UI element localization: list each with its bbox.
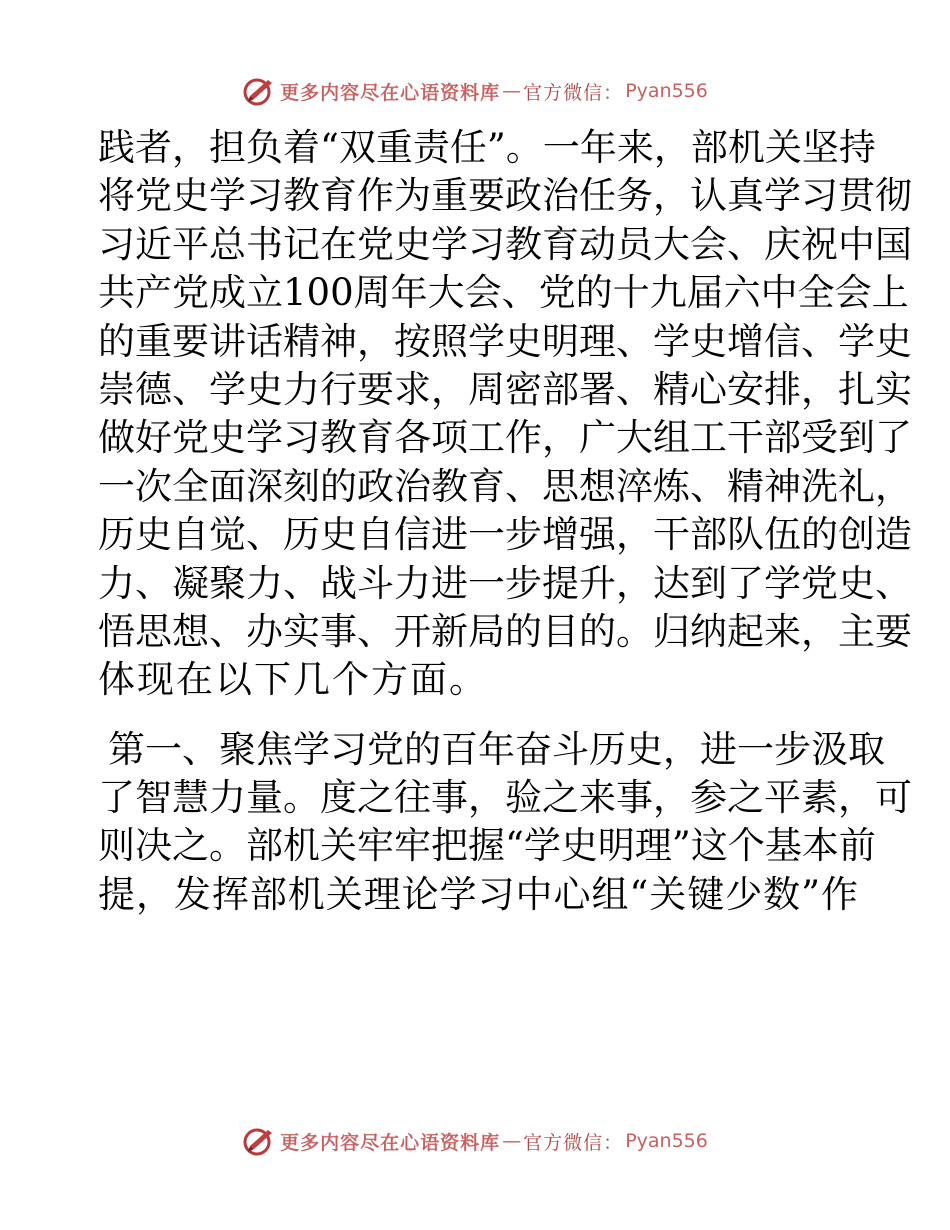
watermark-site-text: 更多内容尽在心语资料库: [280, 81, 501, 104]
pen-logo-icon: [242, 74, 276, 108]
watermark-wechat-id: Pyan556: [625, 80, 708, 102]
paragraph-gap: [98, 705, 858, 726]
document-body: [98, 124, 912, 919]
text-line: 悟思想、办实事、开新局的目的。归纳起来，主要: [98, 609, 912, 653]
text-line: 力、凝聚力、战斗力进一步提升，达到了学党史、: [98, 561, 912, 605]
footer-watermark: [0, 1121, 950, 1161]
text-line: 了智慧力量。度之往事，验之来事，参之平素，可: [98, 776, 912, 820]
paragraph-2: [98, 726, 912, 920]
text-line: 的重要讲话精神，按照学史明理、学史增信、学史: [98, 319, 912, 363]
text-line: 践者，担负着“双重责任”。一年来，部机关坚持: [98, 126, 876, 169]
paragraph-1: [98, 124, 912, 705]
watermark-dash: —: [502, 1130, 522, 1152]
text-line: 体现在以下几个方面。: [98, 658, 488, 702]
text-line: 崇德、学史力行要求，周密部署、精心安排，扎实: [98, 367, 912, 411]
watermark-wechat-id: Pyan556: [625, 1130, 708, 1152]
text-line: 做好党史学习教育各项工作，广大组工干部受到了: [98, 416, 912, 460]
text-line: 第一、聚焦学习党的百年奋斗历史，进一步汲取: [108, 727, 885, 771]
text-line: 则决之。部机关牢牢把握“学史明理”这个基本前: [98, 824, 876, 868]
text-line: 习近平总书记在党史学习教育动员大会、庆祝中国: [98, 222, 912, 266]
text-line: 共产党成立100周年大会、党的十九届六中全会上: [98, 271, 909, 315]
watermark-official-label: 官方微信：: [523, 81, 624, 104]
text-line: 将党史学习教育作为重要政治任务，认真学习贯彻: [98, 174, 912, 218]
watermark-dash: —: [502, 80, 522, 102]
text-line: 提，发挥部机关理论学习中心组“关键少数”作: [98, 872, 858, 916]
pen-logo-icon: [242, 1124, 276, 1158]
header-watermark: [0, 71, 950, 111]
watermark-site-text: 更多内容尽在心语资料库: [280, 1131, 501, 1154]
text-line: 一次全面深刻的政治教育、思想淬炼、精神洗礼，: [98, 464, 912, 508]
watermark-official-label: 官方微信：: [523, 1131, 624, 1154]
text-line: 历史自觉、历史自信进一步增强，干部队伍的创造: [98, 513, 912, 557]
